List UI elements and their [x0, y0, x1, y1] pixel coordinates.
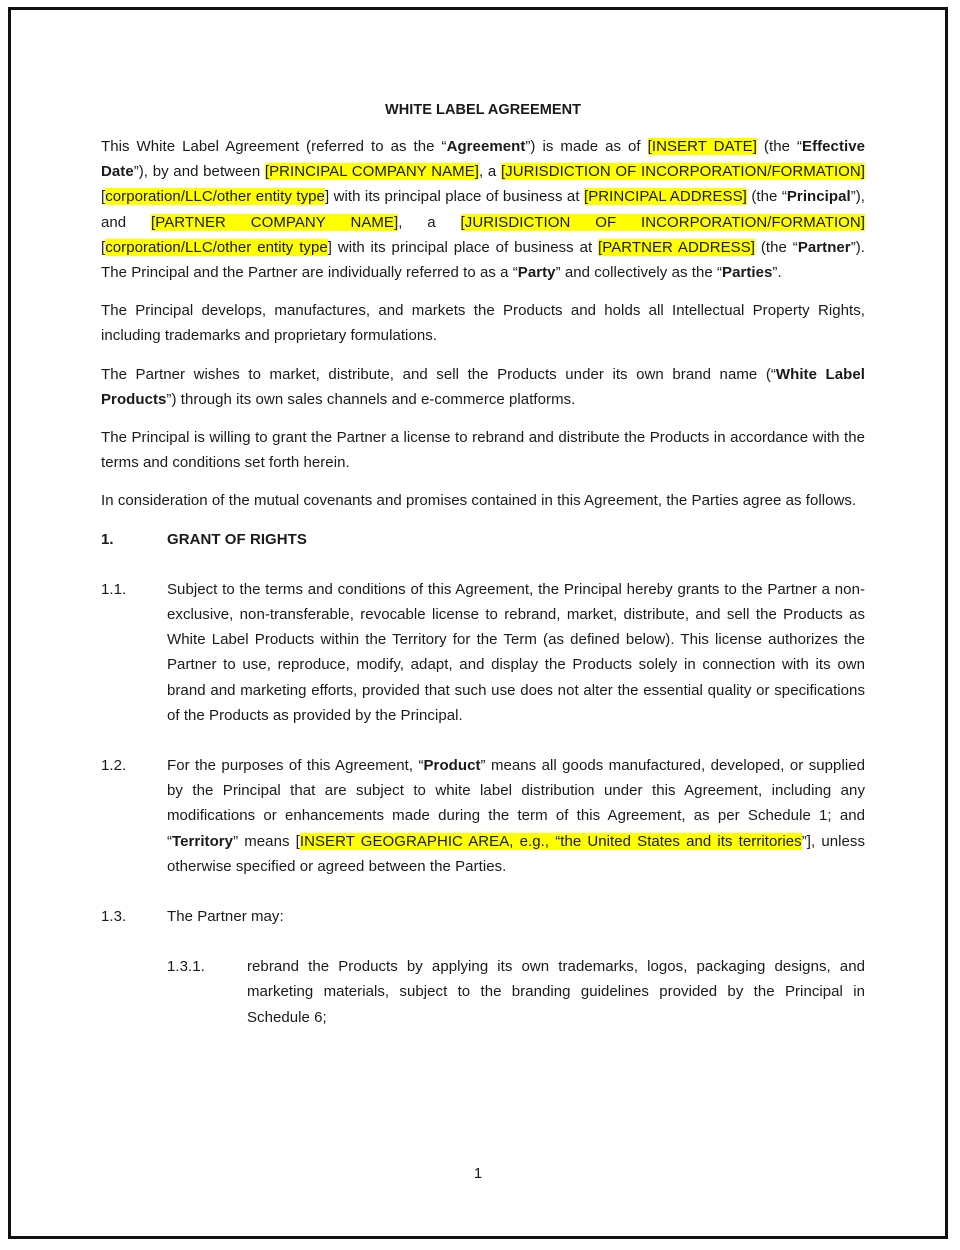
placeholder-principal-company-name: [PRINCIPAL COMPANY NAME] — [264, 163, 479, 181]
intro-text: ”), and — [101, 188, 865, 231]
placeholder-principal-jurisdiction: [JURISDICTION OF INCORPORATION/FORMATION] — [500, 163, 865, 181]
intro-text: ”) is made as of — [525, 138, 648, 155]
placeholder-insert-date: [INSERT DATE] — [647, 138, 757, 155]
recital-paragraph-2 — [101, 362, 865, 412]
clause-number: 1.2. — [101, 757, 127, 775]
intro-text: ] with its principal place of business at — [324, 188, 584, 206]
defined-term-parties: Parties — [722, 264, 773, 282]
defined-term-territory: Territory — [172, 832, 234, 850]
placeholder-principal-address: [PRINCIPAL ADDRESS] — [584, 188, 747, 206]
document-title: WHITE LABEL AGREEMENT — [385, 102, 581, 118]
clause-text: Subject to the terms and conditions of this Agreement, the Principal hereby grants to the Partner a non-exclusive, non-transferable, revocable license to rebrand, market, distribute, and sell the Products as White Label Products within the Territory for the Term (as defined below). This license authorizes the Partner to use, reproduce, modify, adapt, and display the Products solely in connection with its own brand and marketing efforts, provided that such use does not alter the essential quality or specifications of the Products as provided by the Principal. — [167, 580, 865, 724]
placeholder-partner-entity-type: corporation/LLC/other entity type — [105, 238, 328, 256]
document-page — [8, 7, 948, 1239]
placeholder-partner-address: [PARTNER ADDRESS] — [598, 238, 756, 256]
intro-text: (the “ — [756, 138, 803, 155]
clause-1-3 — [101, 904, 865, 929]
intro-text: [ — [101, 188, 106, 206]
clause-text-part: ” means [ — [233, 832, 300, 850]
intro-paragraph — [101, 134, 865, 285]
placeholder-partner-jurisdiction: [JURISDICTION OF INCORPORATION/FORMATION] — [460, 213, 865, 231]
recital-text: ”) through its own sales channels and e-commerce platforms. — [166, 390, 576, 408]
section-heading — [101, 527, 865, 552]
intro-text: (the “ — [755, 238, 798, 256]
intro-text: , a — [398, 213, 461, 231]
intro-text: ”), by and between — [133, 163, 265, 181]
intro-text: , a — [478, 163, 501, 181]
page-number: 1 — [473, 1165, 483, 1182]
document-body — [101, 98, 865, 1030]
intro-text: ” and collectively as the “ — [555, 264, 723, 282]
intro-text: ] with its principal place of business at — [327, 238, 599, 256]
placeholder-geographic-area: INSERT GEOGRAPHIC AREA, e.g., “the United States and its territories — [299, 832, 802, 850]
defined-term-principal: Principal — [786, 188, 851, 206]
subclause-text: rebrand the Products by applying its own trademarks, logos, packaging designs, and marketing materials, subject to the branding guidelines provided by the Principal in Schedule 6; — [247, 958, 865, 1026]
defined-term-product: Product — [423, 757, 481, 775]
section-number: 1. — [101, 530, 114, 548]
clause-1-2 — [101, 753, 865, 879]
clause-text: The Partner may: — [167, 908, 284, 926]
defined-term-agreement: Agreement — [446, 138, 526, 155]
clause-text-part: For the purposes of this Agreement, “ — [167, 757, 424, 775]
subclause-number: 1.3.1. — [167, 958, 205, 976]
clause-text — [167, 753, 865, 879]
intro-text: ”). The Principal and the Partner are individually referred to as a “ — [101, 238, 865, 282]
section-title: GRANT OF RIGHTS — [167, 530, 307, 548]
defined-term-white-label-products: White Label Products — [101, 365, 865, 408]
clause-text-part: ” means all goods manufactured, developed, or supplied by the Principal that are subject to white label distribution under this Agreement, including any modifications or enhancements made during the term of this Agreement, as per Schedule 1; and “ — [167, 757, 865, 850]
placeholder-principal-entity-type: corporation/LLC/other entity type — [105, 188, 325, 206]
clause-number: 1.3. — [101, 908, 127, 926]
recital-paragraph-1: The Principal develops, manufactures, and markets the Products and holds all Intellectual Property Rights, including trademarks and proprietary formulations. — [101, 302, 865, 345]
recital-paragraph-3: The Principal is willing to grant the Partner a license to rebrand and distribute the Products in accordance with the terms and conditions set forth herein. — [101, 429, 865, 472]
clause-text-part: ”], unless otherwise specified or agreed between the Parties. — [167, 832, 865, 875]
clause-number: 1.1. — [101, 580, 127, 598]
defined-term-partner: Partner — [797, 238, 851, 256]
placeholder-partner-company-name: [PARTNER COMPANY NAME] — [151, 213, 399, 231]
intro-text: [ — [101, 238, 106, 256]
intro-text: (the “ — [746, 188, 787, 206]
intro-text: This White Label Agreement (referred to as the “ — [101, 138, 447, 155]
intro-text: ”. — [772, 264, 782, 282]
recital-text: The Partner wishes to market, distribute, and sell the Products under its own brand name (“ — [101, 365, 776, 383]
clause-1-1 — [101, 577, 865, 728]
recital-paragraph-4: In consideration of the mutual covenants and promises contained in this Agreement, the Parties agree as follows. — [101, 492, 857, 510]
defined-term-effective-date: Effective Date — [101, 138, 865, 181]
clause-1-3-1 — [167, 954, 865, 1030]
defined-term-party: Party — [517, 264, 556, 282]
